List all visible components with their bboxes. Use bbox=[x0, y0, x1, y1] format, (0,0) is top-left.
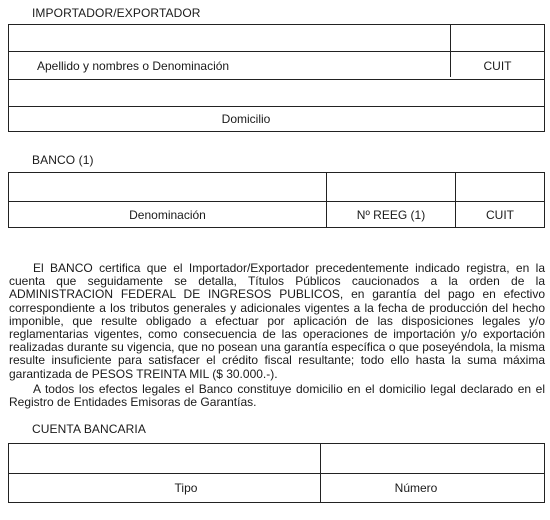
cuit-label: CUIT bbox=[483, 58, 512, 73]
reeg-input-cell[interactable] bbox=[327, 173, 455, 201]
domicilio-legal-parrafo: A todos los efectos legales el Banco constituye domicilio en el domicilio legal declarado en el Registro de Entidades Emisoras de Garantías. bbox=[9, 382, 545, 410]
nombre-input-cell[interactable] bbox=[9, 25, 450, 51]
banco-section-title: BANCO (1) bbox=[32, 153, 94, 167]
importador-table bbox=[8, 24, 545, 132]
domicilio-input-cell[interactable] bbox=[9, 80, 544, 106]
reeg-label: Nº REEG (1) bbox=[356, 207, 426, 222]
banco-table bbox=[8, 172, 545, 228]
nombre-label: Apellido y nombres o Denominación bbox=[37, 58, 230, 73]
domicilio-label: Domicilio bbox=[221, 112, 271, 126]
banco-cuit-input-cell[interactable] bbox=[456, 173, 544, 201]
certificacion-text bbox=[9, 262, 545, 381]
domicilio-legal-text bbox=[9, 383, 545, 409]
numero-label: Número bbox=[394, 481, 438, 495]
denominacion-input-cell[interactable] bbox=[9, 173, 326, 201]
tipo-label: Tipo bbox=[174, 481, 198, 495]
cuenta-table bbox=[8, 443, 545, 503]
banco-cuit-label: CUIT bbox=[486, 207, 514, 222]
numero-input-cell[interactable] bbox=[321, 444, 544, 473]
certificacion-parrafo: El BANCO certifica que el Importador/Exportador precedentemente indicado registra, en la cuenta que seguidamente se detalla, Títulos Públicos caucionados a la orden de la ADMINISTRACION FEDERAL DE INGRESOS PUBLICOS, en garantía del pago en efectivo correspondiente a los tributos generales y adicionales vigentes a la fecha de producción del hecho imponible, que resulte obligado a efectuar por aplicación de las disposiciones legales y/o reglamentarias vigentes, como consecuencia de las operaciones de importación y/o exportación realizadas durante su vigencia, que no posean una garantía específica o que poseyéndola, la misma resulte insuficiente para satisfacer el crédito fiscal resultante; todo ello hasta la suma máxima garantizada de PESOS TREINTA MIL ($ 30.000.-). bbox=[9, 261, 545, 381]
denominacion-label: Denominación bbox=[129, 207, 206, 222]
cuenta-section-title: CUENTA BANCARIA bbox=[32, 422, 146, 436]
tipo-input-cell[interactable] bbox=[9, 444, 320, 473]
importador-section-title: IMPORTADOR/EXPORTADOR bbox=[32, 6, 201, 20]
cuit-input-cell[interactable] bbox=[451, 25, 544, 51]
